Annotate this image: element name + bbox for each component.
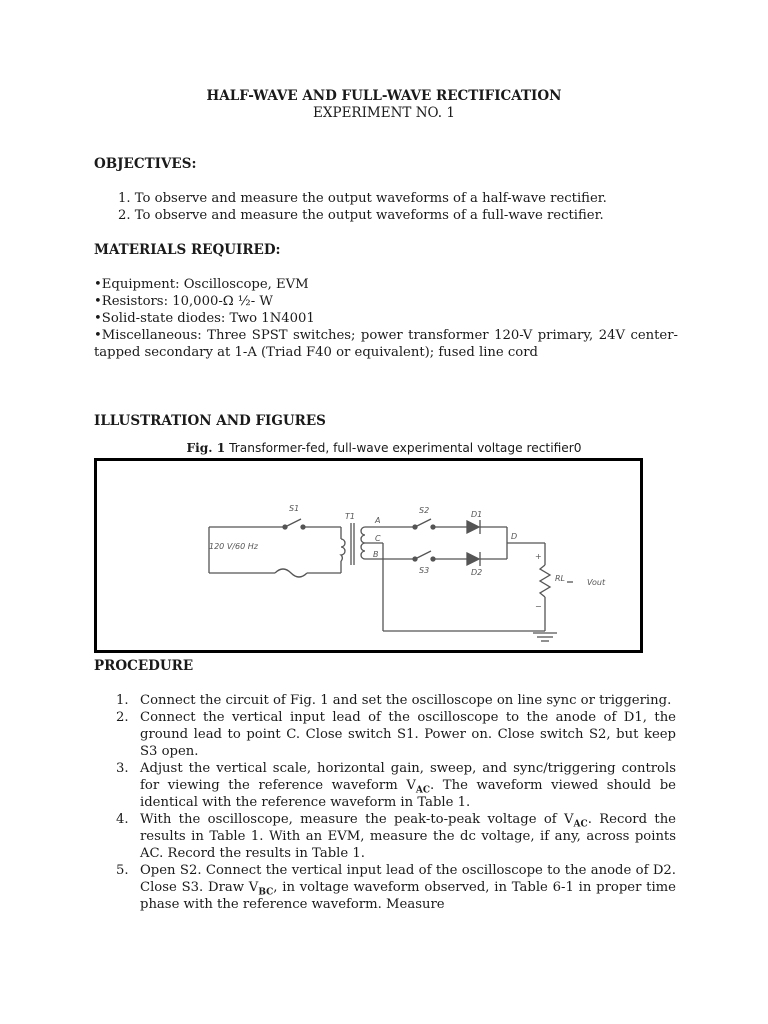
material-item: •Equipment: Oscilloscope, EVM bbox=[94, 277, 309, 292]
point-d-label: D bbox=[511, 532, 518, 541]
procedure-number: 4. bbox=[116, 812, 129, 827]
procedure-number: 1. bbox=[116, 693, 129, 708]
procedure-list bbox=[116, 692, 676, 913]
d1-label: D1 bbox=[471, 510, 483, 519]
objectives-heading: OBJECTIVES: bbox=[94, 156, 197, 172]
subscript-bc: BC bbox=[258, 887, 274, 898]
procedure-item bbox=[116, 692, 676, 709]
s1-label: S1 bbox=[289, 504, 300, 513]
objective-item: 1. To observe and measure the output waveforms of a half-wave rectifier. bbox=[118, 191, 607, 206]
materials-heading: MATERIALS REQUIRED: bbox=[94, 242, 281, 258]
subscript-ac: AC bbox=[415, 785, 430, 796]
figure-caption bbox=[0, 440, 768, 457]
procedure-item bbox=[116, 709, 676, 760]
document-title: HALF-WAVE AND FULL-WAVE RECTIFICATION bbox=[206, 88, 562, 104]
procedure-number: 2. bbox=[116, 710, 129, 725]
procedure-text: Connect the vertical input lead of the oscilloscope to the anode of D1, the ground lead to point C. Close switch S1. Power on. Close switch S2, but keep S3 open. bbox=[140, 710, 676, 759]
point-b-label: B bbox=[373, 550, 379, 559]
procedure-heading: PROCEDURE bbox=[94, 658, 194, 674]
subscript-ac: AC bbox=[573, 819, 588, 830]
figure-caption-text: Transformer-fed, full-wave experimental voltage rectifier0 bbox=[225, 441, 582, 455]
material-item: •Solid-state diodes: Two 1N4001 bbox=[94, 311, 315, 326]
procedure-text: Open S2. Connect the vertical input lead of the oscilloscope to the anode of D2. Close S3. Draw V bbox=[140, 863, 676, 895]
experiment-number: EXPERIMENT NO. 1 bbox=[313, 105, 455, 121]
procedure-number: 5. bbox=[116, 863, 129, 878]
procedure-text-cont: . The waveform viewed should be identical with the reference waveform in Table 1. bbox=[140, 778, 676, 810]
material-item: •Resistors: 10,000-Ω ½- W bbox=[94, 294, 273, 309]
procedure-text-cont: . Record the results in Table 1. With an EVM, measure the dc voltage, if any, across points AC. Record the results in Table 1. bbox=[140, 812, 676, 861]
s2-label: S2 bbox=[419, 506, 430, 515]
procedure-item bbox=[116, 862, 676, 913]
objectives-list bbox=[118, 190, 607, 224]
illustration-heading: ILLUSTRATION AND FIGURES bbox=[94, 413, 326, 429]
procedure-text: Connect the circuit of Fig. 1 and set the oscilloscope on line sync or triggering. bbox=[140, 693, 672, 708]
figure-label: Fig. 1 bbox=[186, 441, 226, 455]
d2-label: D2 bbox=[471, 568, 483, 577]
rl-label: RL bbox=[555, 574, 566, 583]
procedure-item bbox=[116, 760, 676, 811]
procedure-number: 3. bbox=[116, 761, 129, 776]
point-a-label: A bbox=[375, 516, 381, 525]
vout-label: Vout bbox=[587, 578, 606, 587]
t1-label: T1 bbox=[345, 512, 355, 521]
circuit-figure bbox=[94, 458, 643, 653]
material-item: •Miscellaneous: Three SPST switches; power transformer 120-V primary, 24V center-tapped secondary at 1-A (Triad F40 or equivalent); fused line cord bbox=[94, 328, 678, 360]
source-label: 120 V/60 Hz bbox=[209, 542, 258, 551]
objective-item: 2. To observe and measure the output waveforms of a full-wave rectifier. bbox=[118, 208, 604, 223]
procedure-text-cont: , in voltage waveform observed, in Table 6-1 in proper time phase with the reference waveform. Measure bbox=[140, 880, 676, 912]
circuit-diagram bbox=[97, 461, 640, 650]
plus-label: + bbox=[535, 552, 542, 561]
procedure-text: With the oscilloscope, measure the peak-to-peak voltage of V bbox=[140, 812, 574, 827]
point-c-label: C bbox=[375, 534, 381, 543]
procedure-item bbox=[116, 811, 676, 862]
s3-label: S3 bbox=[419, 566, 430, 575]
procedure-text: Adjust the vertical scale, horizontal gain, sweep, and sync/triggering controls for viewing the reference waveform V bbox=[140, 761, 676, 793]
materials-list bbox=[94, 276, 678, 361]
minus-label: − bbox=[535, 602, 542, 611]
